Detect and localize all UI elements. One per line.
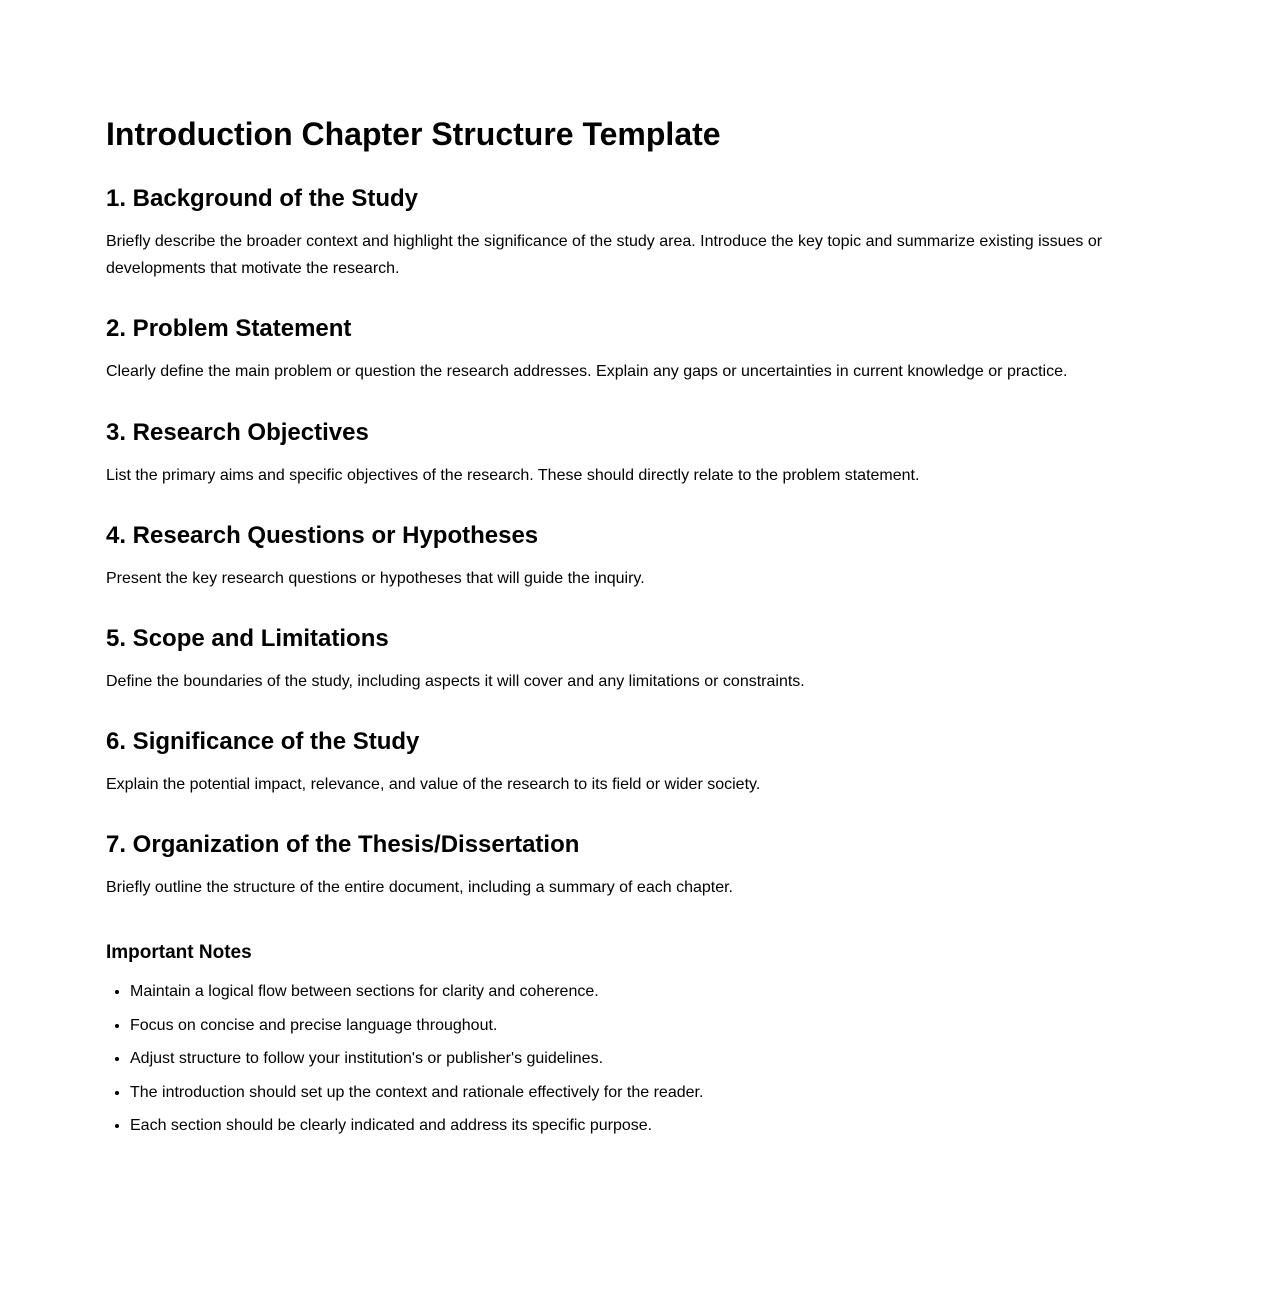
list-item: • Focus on concise and precise language throughout.	[130, 1015, 1116, 1037]
section-heading: 2. Problem Statement	[106, 315, 352, 342]
list-item: • Each section should be clearly indicated and address its specific purpose.	[130, 1115, 1116, 1137]
section-body: Clearly define the main problem or question the research addresses. Explain any gaps or uncertainties in current knowledge or practice.	[106, 363, 1068, 380]
page-title: Introduction Chapter Structure Template	[106, 116, 721, 152]
notes-list	[106, 981, 1116, 1137]
section-heading: 6. Significance of the Study	[106, 728, 420, 755]
section-research-questions	[106, 521, 1116, 592]
notes-heading: Important Notes	[106, 942, 252, 963]
important-notes	[106, 941, 1116, 1149]
section-heading: 3. Research Objectives	[106, 419, 369, 446]
section-research-objectives	[106, 418, 1116, 489]
section-heading: 5. Scope and Limitations	[106, 625, 389, 652]
section-body: Briefly describe the broader context and highlight the significance of the study area. Introduce the key topic and summarize existing issues or developments that motivate the research.	[106, 233, 1103, 277]
section-heading: 1. Background of the Study	[106, 185, 419, 212]
section-background	[106, 184, 1116, 282]
section-heading: 7. Organization of the Thesis/Dissertation	[106, 831, 580, 858]
section-organization	[106, 830, 1116, 901]
list-item: • The introduction should set up the context and rationale effectively for the reader.	[130, 1082, 1116, 1104]
section-body: Present the key research questions or hypotheses that will guide the inquiry.	[106, 570, 645, 587]
section-body: List the primary aims and specific objectives of the research. These should directly relate to the problem statement.	[106, 467, 920, 484]
section-significance	[106, 727, 1116, 798]
list-item: • Adjust structure to follow your institution's or publisher's guidelines.	[130, 1048, 1116, 1070]
section-body: Explain the potential impact, relevance, and value of the research to its field or wider society.	[106, 776, 761, 793]
section-body: Define the boundaries of the study, including aspects it will cover and any limitations or constraints.	[106, 673, 805, 690]
section-heading: 4. Research Questions or Hypotheses	[106, 522, 539, 549]
section-body: Briefly outline the structure of the entire document, including a summary of each chapter.	[106, 879, 733, 896]
list-item: • Maintain a logical flow between sections for clarity and coherence.	[130, 981, 1116, 1003]
section-scope-limitations	[106, 624, 1116, 695]
section-problem-statement	[106, 314, 1116, 385]
